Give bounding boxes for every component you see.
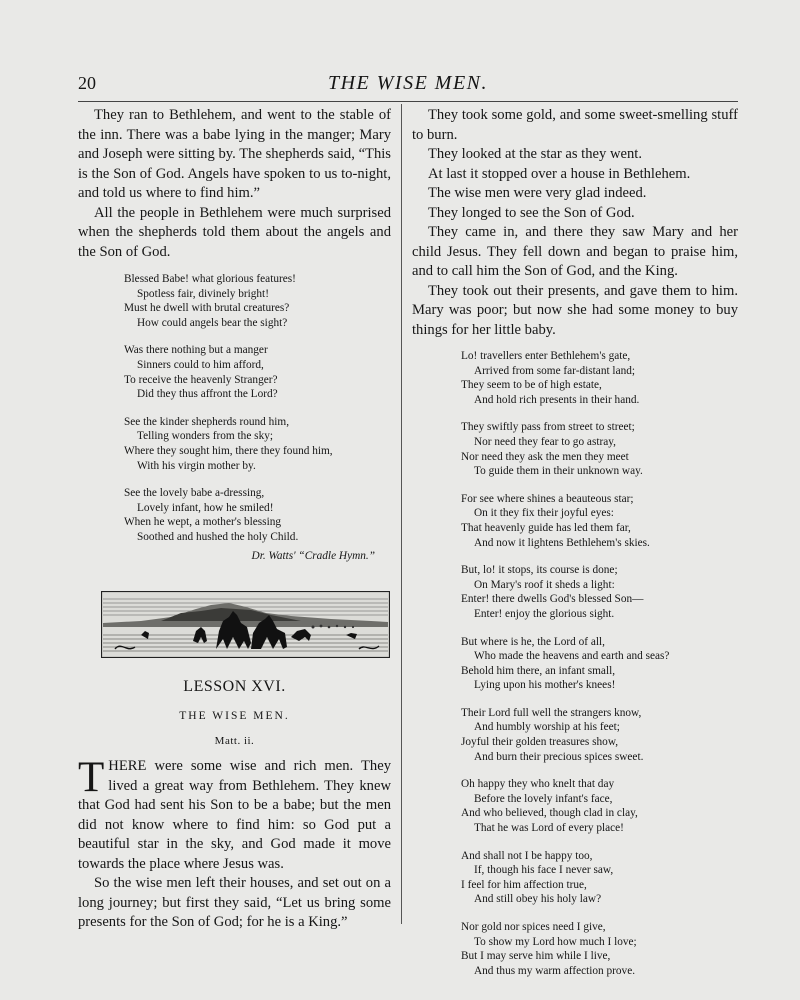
poem-line: Joyful their golden treasures show, [461,736,619,749]
poem-line: And still obey his holy law? [474,893,602,906]
hymn-line: Soothed and hushed the holy Child. [137,530,299,543]
running-title: THE WISE MEN. [327,72,489,94]
poem-line: But, lo! it stops, its course is done; [461,564,618,577]
hymn-line: Lovely infant, how he smiled! [137,501,274,514]
poem-line: Who made the heavens and earth and seas? [474,650,670,663]
poem-line: And burn their precious spices sweet. [474,750,644,763]
poem-line: Lo! travellers enter Bethlehem's gate, [461,350,631,362]
hymn-attribution: Dr. Watts' “Cradle Hymn.” [251,549,375,562]
poem-line: And who believed, though clad in clay, [461,807,638,820]
hymn-stanza [124,415,391,473]
page-number: 20 [78,73,96,93]
hymn-line: Where they sought him, there they found him, [124,444,333,457]
paragraph: They took some gold, and some sweet-smelling stuff to burn. [412,107,738,143]
lesson-paragraph-text: HERE were some wise and rich men. They lived a great way from Bethlehem. They knew that God had sent his Son to be a babe; but the men did not know where to find him: so God put a beautiful star in the sky, and God made it move towards the place where Jesus was. [78,758,391,872]
poem-stanza [461,635,738,693]
hymn-line: See the lovely babe a-dressing, [124,487,265,500]
left-column [78,106,391,563]
lesson-paragraph: So the wise men left their houses, and set out on a long journey; but first they said, “Let us bring some presents for the Son of God; for he is a King.” [78,875,391,930]
poem-line: That he was Lord of every place! [474,822,624,835]
poem-line: Enter! there dwells God's blessed Son— [461,593,644,606]
drop-cap: T [78,754,105,801]
poem-line: Behold him there, an infant small, [461,664,616,677]
poem-line: On Mary's roof it sheds a light: [474,578,615,591]
paragraph: They looked at the star as they went. [428,146,642,162]
wise-men-poem [461,349,738,978]
hymn-line: See the kinder shepherds round him, [124,415,290,428]
hymn-line: Must he dwell with brutal creatures? [124,302,290,315]
hymn-line: Sinners could to him afford, [137,358,264,371]
paragraph: They ran to Bethlehem, and went to the stable of the inn. There was a babe lying in the manger; Mary and Joseph were sitting by. The shepherds said, “This is the Son of God. Angels have spoken to us to-night, and told us where to find him.” [78,107,391,201]
hymn-line: To receive the heavenly Stranger? [124,373,278,386]
hymn-line: When he wept, a mother's blessing [124,516,282,529]
poem-line: And shall not I be happy too, [461,849,593,862]
hymn-line: With his virgin mother by. [137,459,256,472]
poem-stanza [461,563,738,621]
poem-line: Their Lord full well the strangers know, [461,706,642,719]
poem-stanza [461,420,738,478]
poem-line: To show my Lord how much I love; [474,935,637,948]
poem-line: And humbly worship at his feet; [474,721,620,734]
poem-line: To guide them in their unknown way. [474,465,643,478]
hymn-line: Telling wonders from the sky; [137,430,274,443]
poem-stanza [461,920,738,978]
poem-line: On it they fix their joyful eyes: [474,507,614,520]
poem-stanza [461,492,738,550]
hymn-line: Was there nothing but a manger [124,344,268,357]
hymn-line: How could angels bear the sight? [137,316,288,329]
poem-line: That heavenly guide has led them far, [461,521,631,534]
poem-line: I feel for him affection true, [461,878,587,891]
poem-line: But I may serve him while I live, [461,950,611,963]
poem-line: If, though his face I never saw, [474,864,614,877]
poem-stanza [461,849,738,907]
right-column [412,106,738,991]
hymn-line: Did they thus affront the Lord? [137,388,278,401]
poem-stanza [461,706,738,764]
poem-line: Nor need they ask the men they meet [461,450,629,463]
paragraph: The wise men were very glad indeed. [428,185,647,201]
poem-line: For see where shines a beauteous star; [461,492,634,505]
scripture-reference: Matt. ii. [214,735,255,747]
cradle-hymn [124,272,391,563]
poem-line: They seem to be of high estate, [461,379,602,392]
poem-line: But where is he, the Lord of all, [461,635,605,648]
column-divider [401,104,402,924]
paragraph: At last it stopped over a house in Bethlehem. [428,165,691,182]
header-rule [78,101,738,102]
poem-line: And thus my warm affection prove. [474,964,636,977]
poem-line: And hold rich presents in their hand. [474,393,640,406]
hymn-line: Blessed Babe! what glorious features! [124,273,296,285]
lesson-title: LESSON XVI. [183,678,286,695]
lesson-paragraph [78,754,391,874]
hymn-line: Spotless fair, divinely bright! [137,287,269,300]
poem-line: Lying upon his mother's knees! [474,679,616,692]
hymn-stanza [124,272,391,330]
hymn-stanza [124,343,391,401]
poem-line: Oh happy they who knelt that day [461,778,615,791]
lesson-body [78,754,391,933]
paragraph: They came in, and there they saw Mary and her child Jesus. They fell down and began to praise him, and to call him the Son of God, and the King. [412,224,738,279]
hymn-stanza [124,486,391,544]
poem-line: Enter! enjoy the glorious sight. [474,607,615,620]
paragraph: All the people in Bethlehem were much surprised when the shepherds told them about the angels and the Son of God. [78,204,391,260]
paragraph: They longed to see the Son of God. [428,204,635,221]
wise-men-engraving [101,591,390,658]
paragraph: They took out their presents, and gave them to him. Mary was poor; but now she had some money to buy things for her little baby. [412,282,738,338]
poem-line: Arrived from some far-distant land; [474,364,636,377]
page-header [78,73,738,103]
poem-line: They swiftly pass from street to street; [461,421,635,434]
poem-line: Nor gold nor spices need I give, [461,921,606,933]
lesson-subtitle: THE WISE MEN. [179,710,290,722]
poem-line: Before the lovely infant's face, [474,792,613,805]
poem-stanza [461,777,738,835]
poem-stanza [461,349,738,407]
poem-line: And now it lightens Bethlehem's skies. [474,536,650,549]
poem-line: Nor need they fear to go astray, [474,435,616,448]
